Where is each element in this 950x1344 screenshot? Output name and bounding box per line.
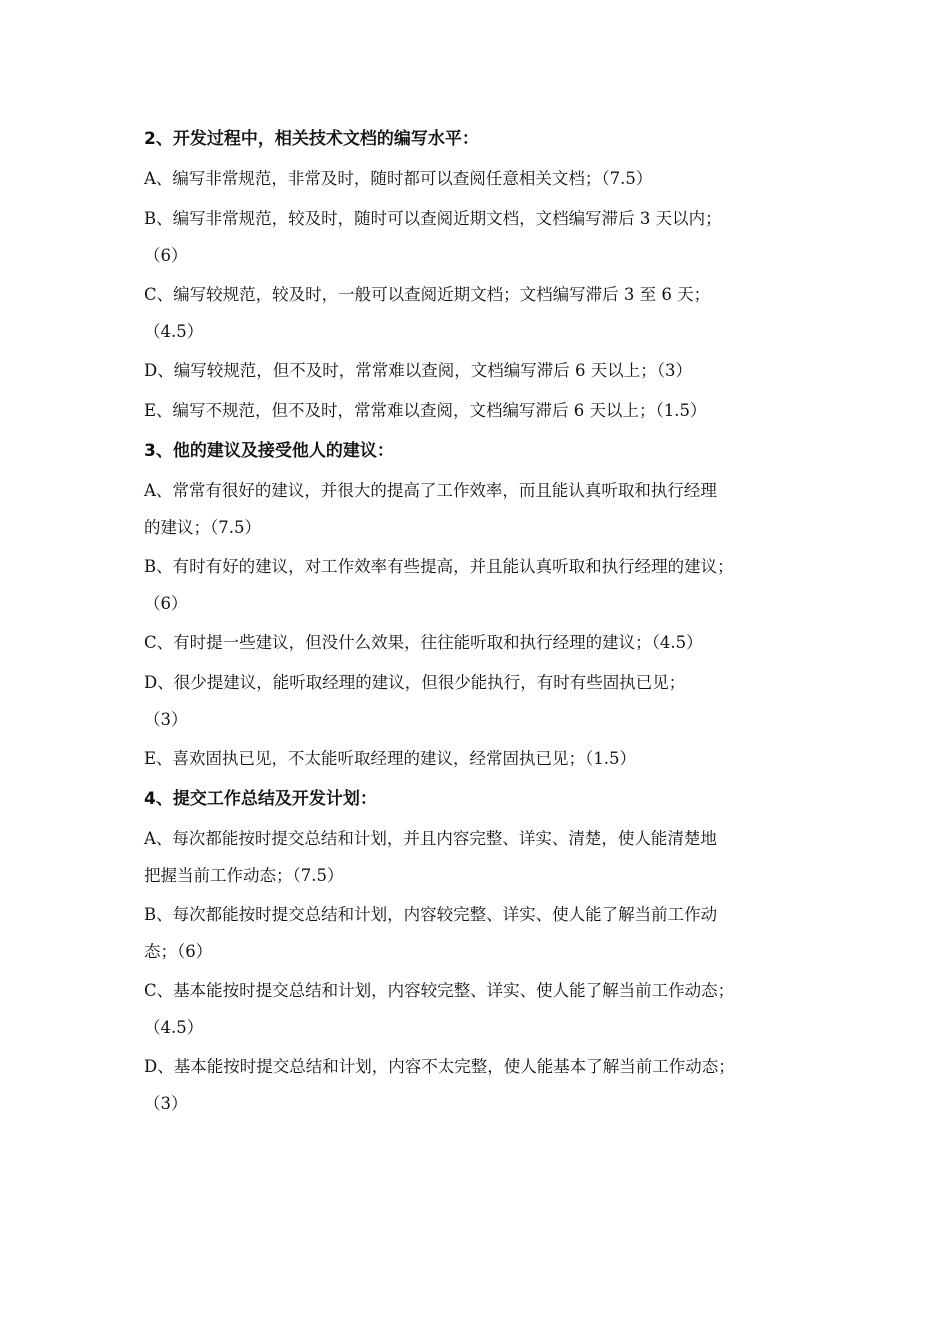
option-line: C、有时提一些建议，但没什么效果，往往能听取和执行经理的建议；（4.5） — [144, 633, 703, 652]
option-line: 态；（6） — [144, 942, 213, 961]
option-line: A、每次都能按时提交总结和计划，并且内容完整、详实、清楚，使人能清楚地 — [144, 829, 717, 848]
option-item — [144, 896, 824, 970]
option-line: （6） — [144, 594, 188, 613]
option-line: （3） — [144, 710, 188, 729]
option-line: （4.5） — [144, 1018, 204, 1037]
section-title: 2、开发过程中，相关技术文档的编写水平： — [144, 129, 479, 149]
option-line: （6） — [144, 246, 188, 265]
option-item — [144, 472, 824, 546]
option-item — [144, 664, 824, 738]
option-item — [144, 166, 824, 192]
option-line: A、常常有很好的建议，并很大的提高了工作效率，而且能认真听取和执行经理 — [144, 481, 717, 500]
option-item — [144, 398, 824, 424]
option-line: C、基本能按时提交总结和计划，内容较完整、详实、使人能了解当前工作动态； — [144, 981, 735, 1000]
option-line: B、编写非常规范，较及时，随时可以查阅近期文档，文档编写滞后 3 天以内； — [144, 209, 722, 228]
option-line: D、编写较规范，但不及时，常常难以查阅，文档编写滞后 6 天以上；（3） — [144, 361, 692, 380]
option-item — [144, 746, 824, 772]
option-line: B、每次都能按时提交总结和计划，内容较完整、详实、使人能了解当前工作动 — [144, 905, 718, 924]
option-item — [144, 1048, 824, 1122]
option-line: （4.5） — [144, 322, 204, 341]
option-line: E、喜欢固执已见，不太能听取经理的建议，经常固执已见；（1.5） — [144, 749, 637, 768]
option-line: （3） — [144, 1094, 188, 1113]
option-line: D、基本能按时提交总结和计划，内容不太完整，使人能基本了解当前工作动态； — [144, 1057, 735, 1076]
option-line: A、编写非常规范，非常及时，随时都可以查阅任意相关文档；（7.5） — [144, 169, 653, 188]
option-line: 的建议；（7.5） — [144, 518, 261, 537]
option-item — [144, 630, 824, 656]
option-line: E、编写不规范，但不及时，常常难以查阅，文档编写滞后 6 天以上；（1.5） — [144, 401, 707, 420]
option-item — [144, 276, 824, 350]
option-item — [144, 200, 824, 274]
option-line: 把握当前工作动态；（7.5） — [144, 866, 344, 885]
section-title: 4、提交工作总结及开发计划： — [144, 789, 377, 809]
option-item — [144, 972, 824, 1046]
option-line: B、有时有好的建议，对工作效率有些提高，并且能认真听取和执行经理的建议； — [144, 557, 734, 576]
option-line: D、很少提建议，能听取经理的建议，但很少能执行，有时有些固执已见； — [144, 673, 686, 692]
document-body — [144, 126, 824, 1130]
option-item — [144, 820, 824, 894]
option-item — [144, 358, 824, 384]
section-title: 3、他的建议及接受他人的建议： — [144, 441, 394, 461]
option-item — [144, 548, 824, 622]
option-line: C、编写较规范，较及时，一般可以查阅近期文档；文档编写滞后 3 至 6 天； — [144, 285, 711, 304]
